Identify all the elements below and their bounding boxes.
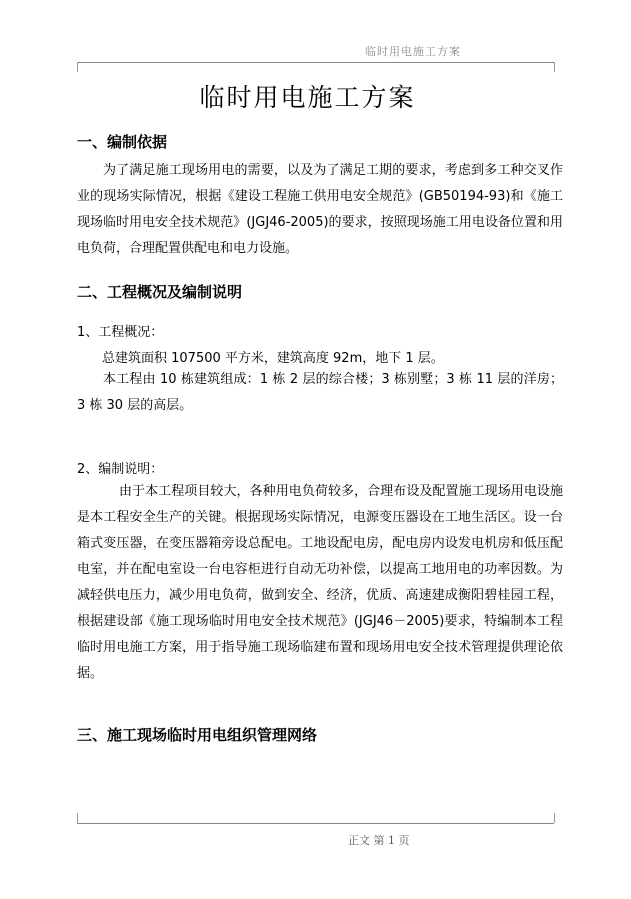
subsection-2-label: 2、编制说明： — [77, 462, 164, 477]
overview-line-2: 本工程由 10 栋建筑组成：1 栋 2 层的综合楼；3 栋别墅；3 栋 11 层的洋房；3 栋 30 层的高层。 — [77, 372, 563, 413]
corner-mark-bottom-left — [69, 813, 78, 823]
running-header: 临时用电施工方案 — [365, 45, 461, 58]
corner-mark-top-right — [554, 62, 563, 72]
overview-line-1: 总建筑面积 107500 平方米，建筑高度 92m，地下 1 层。 — [102, 351, 444, 366]
footer-rule — [77, 823, 554, 824]
page-number-footer: 正文 第 1 页 — [348, 834, 410, 847]
subsection-2-paragraph: 由于本工程项目较大，各种用电负荷较多，合理布设及配置施工现场用电设施是本工程安全生产的关键。根据现场实际情况，电源变压器设在工地生活区。设一台箱式变压器，在变压器箱旁设总配电。工地设配电房，配电房内设发电机房和低压配电室，并在配电室设一台电容柜进行自动无功补偿，以提高工地用电的功率因数。为减轻供电压力，减少用电负荷，做到安全、经济，优质、高速建成衡阳碧桂园工程，根据建设部《施工现场临时用电安全技术规范》(JGJ46－2005)要求，特编制本工程临时用电施工方案，用于指导施工现场临建布置和现场用电安全技术管理提供理论依据。 — [77, 484, 563, 681]
section-1-heading: 一、编制依据 — [77, 133, 168, 151]
corner-mark-top-left — [69, 62, 78, 72]
section-1-paragraph: 为了满足施工现场用电的需要，以及为了满足工期的要求，考虑到多工种交叉作业的现场实际情况，根据《建设工程施工供用电安全规范》(GB50194-93)和《施工现场临时用电安全技术规范》(JGJ46-2005)的要求，按照现场施工用电设备位置和用电负荷，合理配置供配电和电力设施。 — [77, 163, 563, 256]
section-3-heading: 三、施工现场临时用电组织管理网络 — [77, 726, 318, 744]
header-rule — [77, 62, 554, 63]
document-title: 临时用电施工方案 — [199, 83, 416, 112]
subsection-1-label: 1、工程概况： — [77, 325, 164, 340]
corner-mark-bottom-right — [554, 813, 563, 823]
section-2-heading: 二、工程概况及编制说明 — [77, 283, 243, 301]
